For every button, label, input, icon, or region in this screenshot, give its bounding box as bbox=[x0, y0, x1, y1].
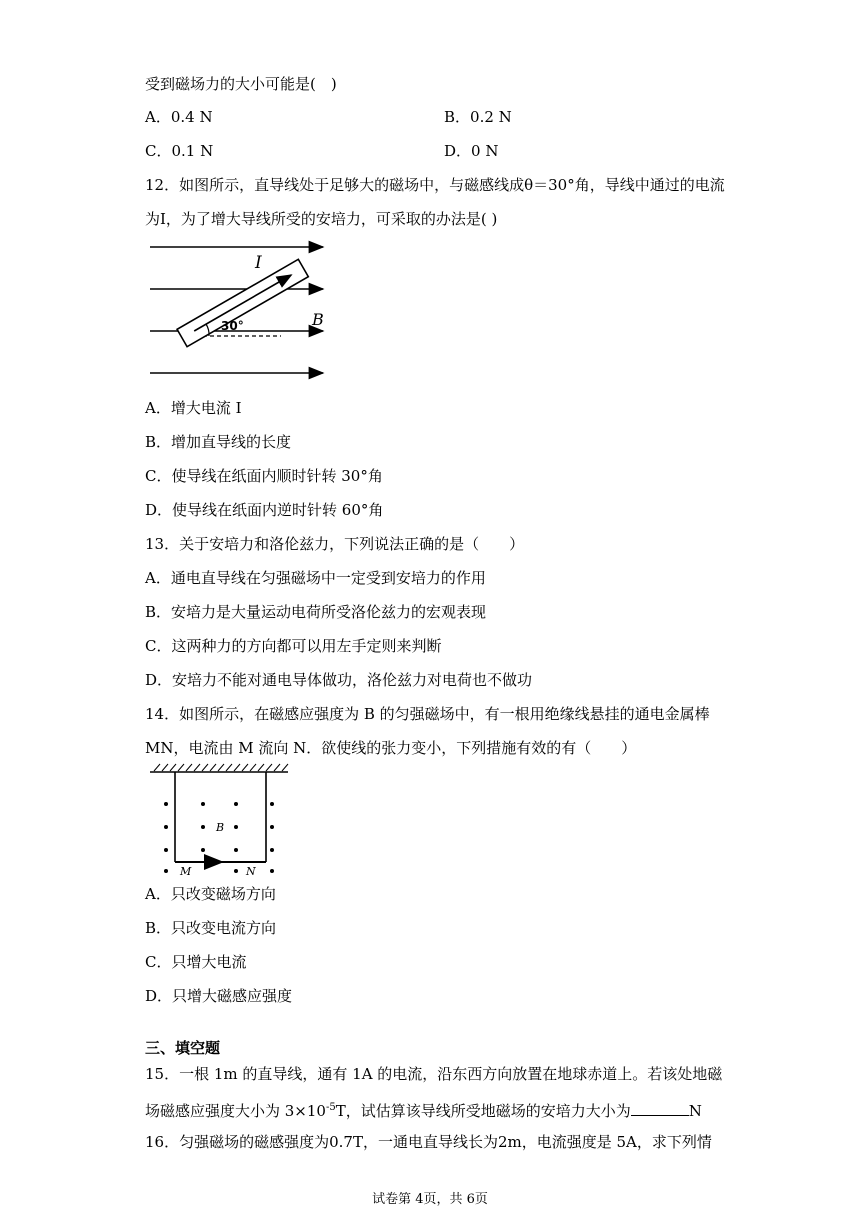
q11-option-d[interactable]: D．0 N bbox=[444, 142, 499, 160]
q12-stem-line2: 为I，为了增大导线所受的安培力，可采取的办法是( ) bbox=[145, 210, 498, 228]
q14-figure bbox=[148, 762, 293, 878]
q13-stem: 13．关于安培力和洛伦兹力，下列说法正确的是（ ） bbox=[145, 535, 525, 553]
n-label: N bbox=[246, 865, 256, 878]
q14-option-c[interactable]: C．只增大电流 bbox=[145, 953, 247, 971]
q14-stem-line1: 14．如图所示，在磁感应强度为 B 的匀强磁场中，有一根用绝缘线悬挂的通电金属棒 bbox=[145, 705, 710, 723]
q15-line2-mid: T，试估算该导线所受地磁场的安培力大小为 bbox=[335, 1102, 631, 1120]
q13-option-d[interactable]: D．安培力不能对通电导体做功，洛伦兹力对电荷也不做功 bbox=[145, 671, 533, 689]
answer-blank[interactable] bbox=[631, 1101, 689, 1116]
q15-stem-line2 bbox=[145, 1098, 702, 1121]
q12-stem-line1: 12．如图所示，直导线处于足够大的磁场中，与磁感线成θ＝30°角，导线中通过的电流 bbox=[145, 176, 725, 194]
q15-exponent: -5 bbox=[325, 1102, 336, 1113]
field-label: B bbox=[216, 821, 225, 834]
q12-option-b[interactable]: B．增加直导线的长度 bbox=[145, 433, 292, 451]
page-footer: 试卷第 4页，共 6页 bbox=[372, 1192, 488, 1207]
q15-stem-line1: 15．一根 1m 的直导线，通有 1A 的电流，沿东西方向放置在地球赤道上。若该处地磁 bbox=[145, 1065, 723, 1083]
q13-option-b[interactable]: B．安培力是大量运动电荷所受洛伦兹力的宏观表现 bbox=[145, 603, 487, 621]
q14-option-b[interactable]: B．只改变电流方向 bbox=[145, 919, 277, 937]
q12-option-a[interactable]: A．增大电流 I bbox=[145, 399, 242, 417]
q12-option-d[interactable]: D．使导线在纸面内逆时针转 60°角 bbox=[145, 501, 384, 519]
current-label: I bbox=[255, 253, 262, 273]
q13-option-c[interactable]: C．这两种力的方向都可以用左手定则来判断 bbox=[145, 637, 442, 655]
q11-stem-continuation: 受到磁场力的大小可能是( ) bbox=[145, 75, 337, 93]
ceiling-hatch bbox=[154, 764, 288, 771]
section-title: 三、填空题 bbox=[145, 1039, 221, 1057]
q14-stem-line2: MN，电流由 M 流向 N．欲使线的张力变小，下列措施有效的有（ ） bbox=[145, 739, 637, 757]
angle-label: 30° bbox=[221, 319, 244, 333]
q11-option-a[interactable]: A．0.4 N bbox=[145, 108, 213, 126]
q11-option-b[interactable]: B．0.2 N bbox=[444, 108, 512, 126]
q14-option-a[interactable]: A．只改变磁场方向 bbox=[145, 885, 276, 903]
m-label: M bbox=[180, 865, 192, 878]
q13-option-a[interactable]: A．通电直导线在匀强磁场中一定受到安培力的作用 bbox=[145, 569, 486, 587]
q14-option-d[interactable]: D．只增大磁感应强度 bbox=[145, 987, 293, 1005]
q15-line2-post: N bbox=[688, 1102, 702, 1120]
q16-stem-line1: 16．匀强磁场的磁感强度为0.7T，一通电直导线长为2m，电流强度是 5A，求下列情 bbox=[145, 1133, 712, 1151]
q12-figure bbox=[145, 238, 335, 383]
field-label: B bbox=[312, 310, 324, 329]
q15-line2-pre: 场磁感应强度大小为 3×10 bbox=[145, 1102, 326, 1120]
q12-option-c[interactable]: C．使导线在纸面内顺时针转 30°角 bbox=[145, 467, 383, 485]
q11-option-c[interactable]: C．0.1 N bbox=[145, 142, 214, 160]
